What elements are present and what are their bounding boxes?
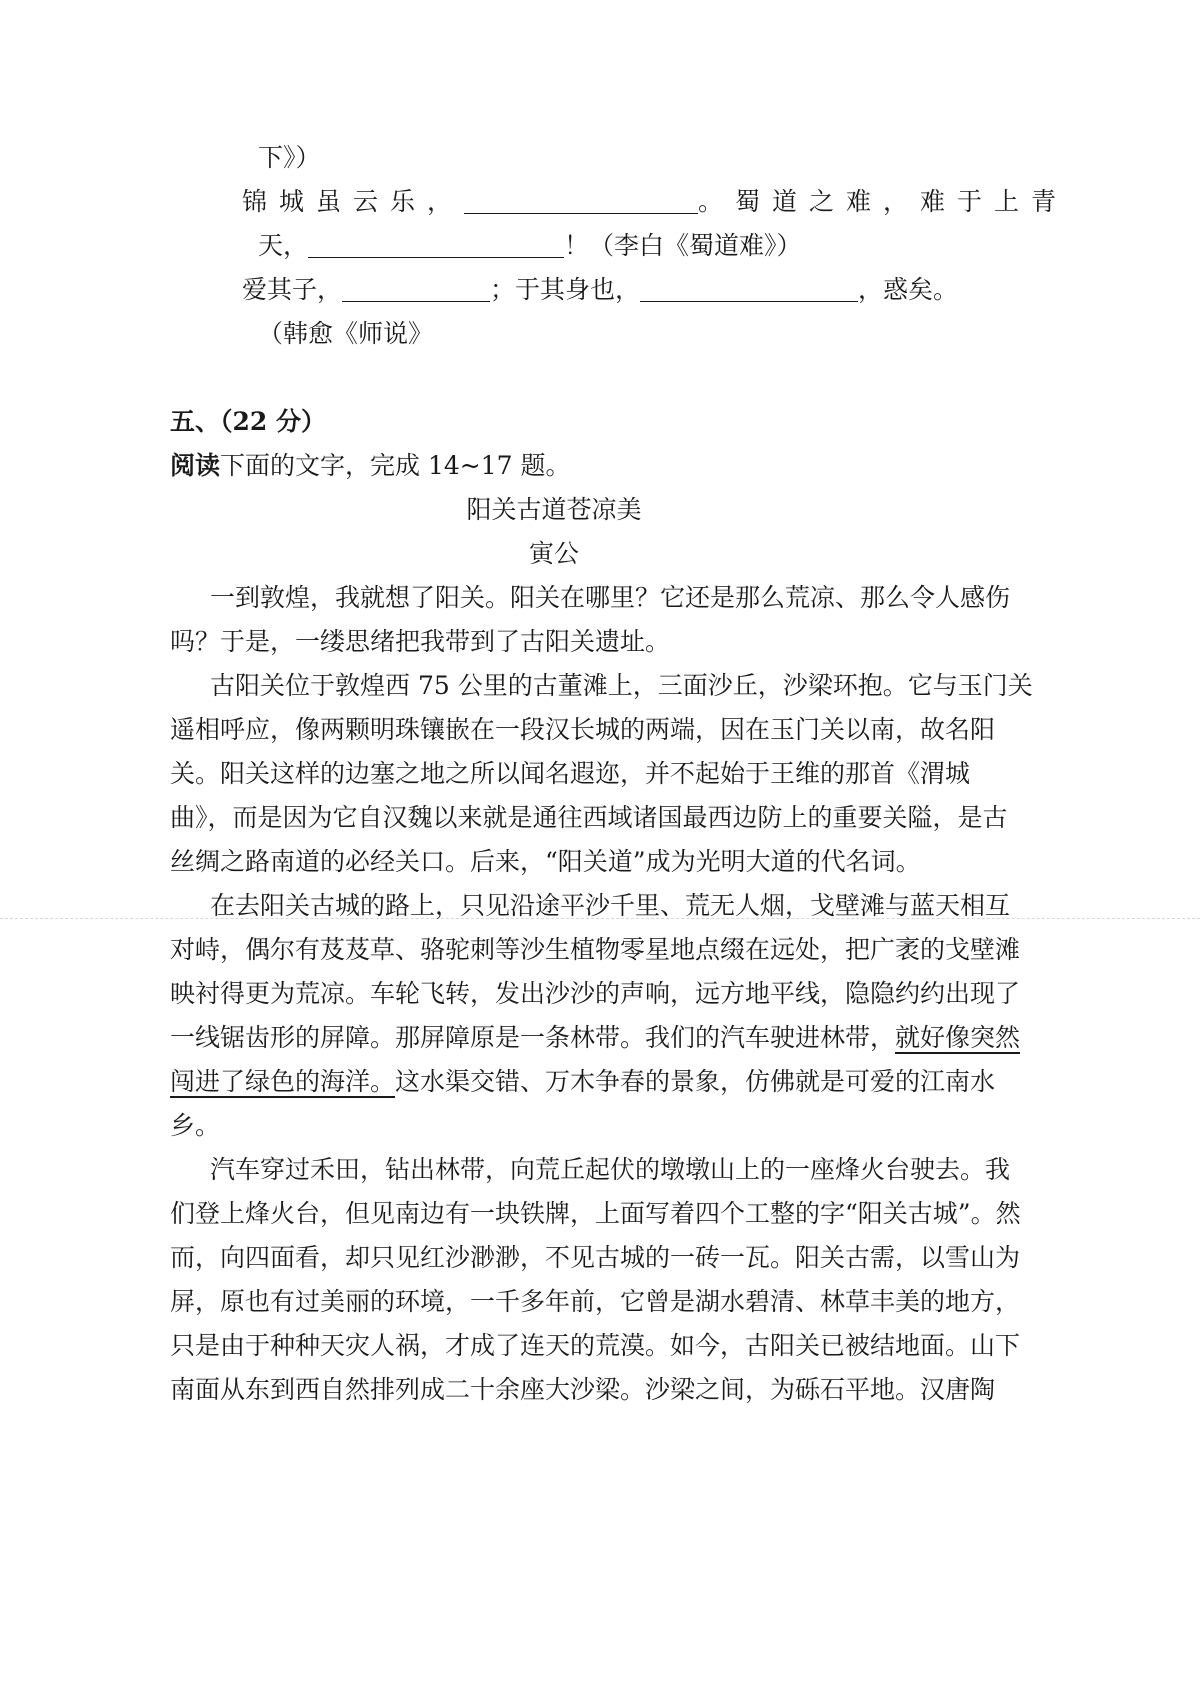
p4-line-6: 南面从东到西自然排列成二十余座大沙梁。沙梁之间，为砾石平地。汉唐陶 (170, 1375, 996, 1404)
p2-line-5: 丝绸之路南道的必经关口。后来，“阳关道”成为光明大道的代名词。 (170, 847, 921, 876)
p2-line-4: 曲》，而是因为它自汉魏以来就是通往西域诸国最西边防上的重要关隘，是古 (170, 803, 1008, 832)
answer-blank-1[interactable] (464, 187, 698, 214)
p4-line-1: 汽车穿过禾田，钻出林带，向荒丘起伏的墩墩山上的一座烽火台驶去。我 (210, 1155, 1011, 1184)
p3-text: 一线锯齿形的屏障。那屏障原是一条林带。我们的汽车驶进林带， (170, 1023, 896, 1052)
verse-line-1 (242, 186, 1069, 218)
verse-text: 锦城虽云乐， (242, 187, 465, 216)
article-author: 寅公 (528, 539, 579, 568)
p4-line-2: 们登上烽火台，但见南边有一块铁牌，上面写着四个工整的字“阳关古城”。然 (170, 1199, 1021, 1228)
p1-line-1: 一到敦煌，我就想了阳关。阳关在哪里？它还是那么荒凉、那么令人感伤 (210, 583, 1011, 612)
p3-line-6: 乡。 (170, 1111, 221, 1140)
p2-line-2: 遥相呼应，像两颗明珠镶嵌在一段汉长城的两端，因在玉门关以南，故名阳 (170, 715, 996, 744)
instruction-bold: 阅读 (170, 451, 221, 480)
verse-text: 天， (258, 231, 309, 260)
instruction-text: 下面的文字，完成 14~17 题。 (220, 451, 571, 480)
p2-line-1: 古阳关位于敦煌西 75 公里的古董滩上，三面沙丘，沙梁环抱。它与玉门关 (210, 671, 1033, 700)
p3-line-5 (170, 1066, 996, 1098)
verse-line-0: 下》） (258, 143, 321, 172)
p3-line-2: 对峙，偶尔有芨芨草、骆驼刺等沙生植物零星地点缀在远处，把广袤的戈壁滩 (170, 935, 1021, 964)
p2-line-3: 关。阳关这样的边塞之地之所以闻名遐迩，并不起始于王维的那首《渭城 (170, 759, 971, 788)
section-instruction (170, 450, 570, 482)
verse-line-3 (242, 274, 958, 306)
p3-line-3: 映衬得更为荒凉。车轮飞转，发出沙沙的声响，远方地平线，隐隐约约出现了 (170, 979, 1021, 1008)
section-heading: 五、（22 分） (170, 407, 326, 436)
verse-text: 爱其子， (242, 275, 343, 304)
p1-line-2: 吗？于是，一缕思绪把我带到了古阳关遗址。 (170, 627, 671, 656)
verse-text: ，惑矣。 (858, 275, 959, 304)
p4-line-4: 屏，原也有过美丽的环境，一千多年前，它曾是湖水碧清、林草丰美的地方， (170, 1287, 1021, 1316)
verse-line-4: （韩愈《师说》 (258, 319, 434, 348)
verse-text: ！（李白《蜀道难》） (564, 231, 802, 260)
p3-line-4 (170, 1022, 1021, 1054)
p4-line-5: 只是由于种种天灾人祸，才成了连天的荒漠。如今，古阳关已被结地面。山下 (170, 1331, 1021, 1360)
underlined-phrase: 闯进了绿色的海洋。 (170, 1067, 396, 1096)
verse-text: ；于其身也， (490, 275, 641, 304)
article-title: 阳关古道苍凉美 (466, 495, 642, 524)
underlined-phrase: 就好像突然 (895, 1023, 1021, 1052)
p4-line-3: 而，向四面看，却只见红沙渺渺，不见古城的一砖一瓦。阳关古需，以雪山为 (170, 1243, 1021, 1272)
verse-line-2 (258, 230, 802, 262)
p3-text: 这水渠交错、万木争春的景象，仿佛就是可爱的江南水 (395, 1067, 996, 1096)
answer-blank-4[interactable] (640, 275, 858, 302)
verse-text: 。蜀道之难，难于上青 (698, 187, 1069, 216)
answer-blank-2[interactable] (308, 231, 564, 258)
p3-line-1: 在去阳关古城的路上，只见沿途平沙千里、荒无人烟，戈壁滩与蓝天相互 (210, 891, 1011, 920)
answer-blank-3[interactable] (342, 275, 490, 302)
